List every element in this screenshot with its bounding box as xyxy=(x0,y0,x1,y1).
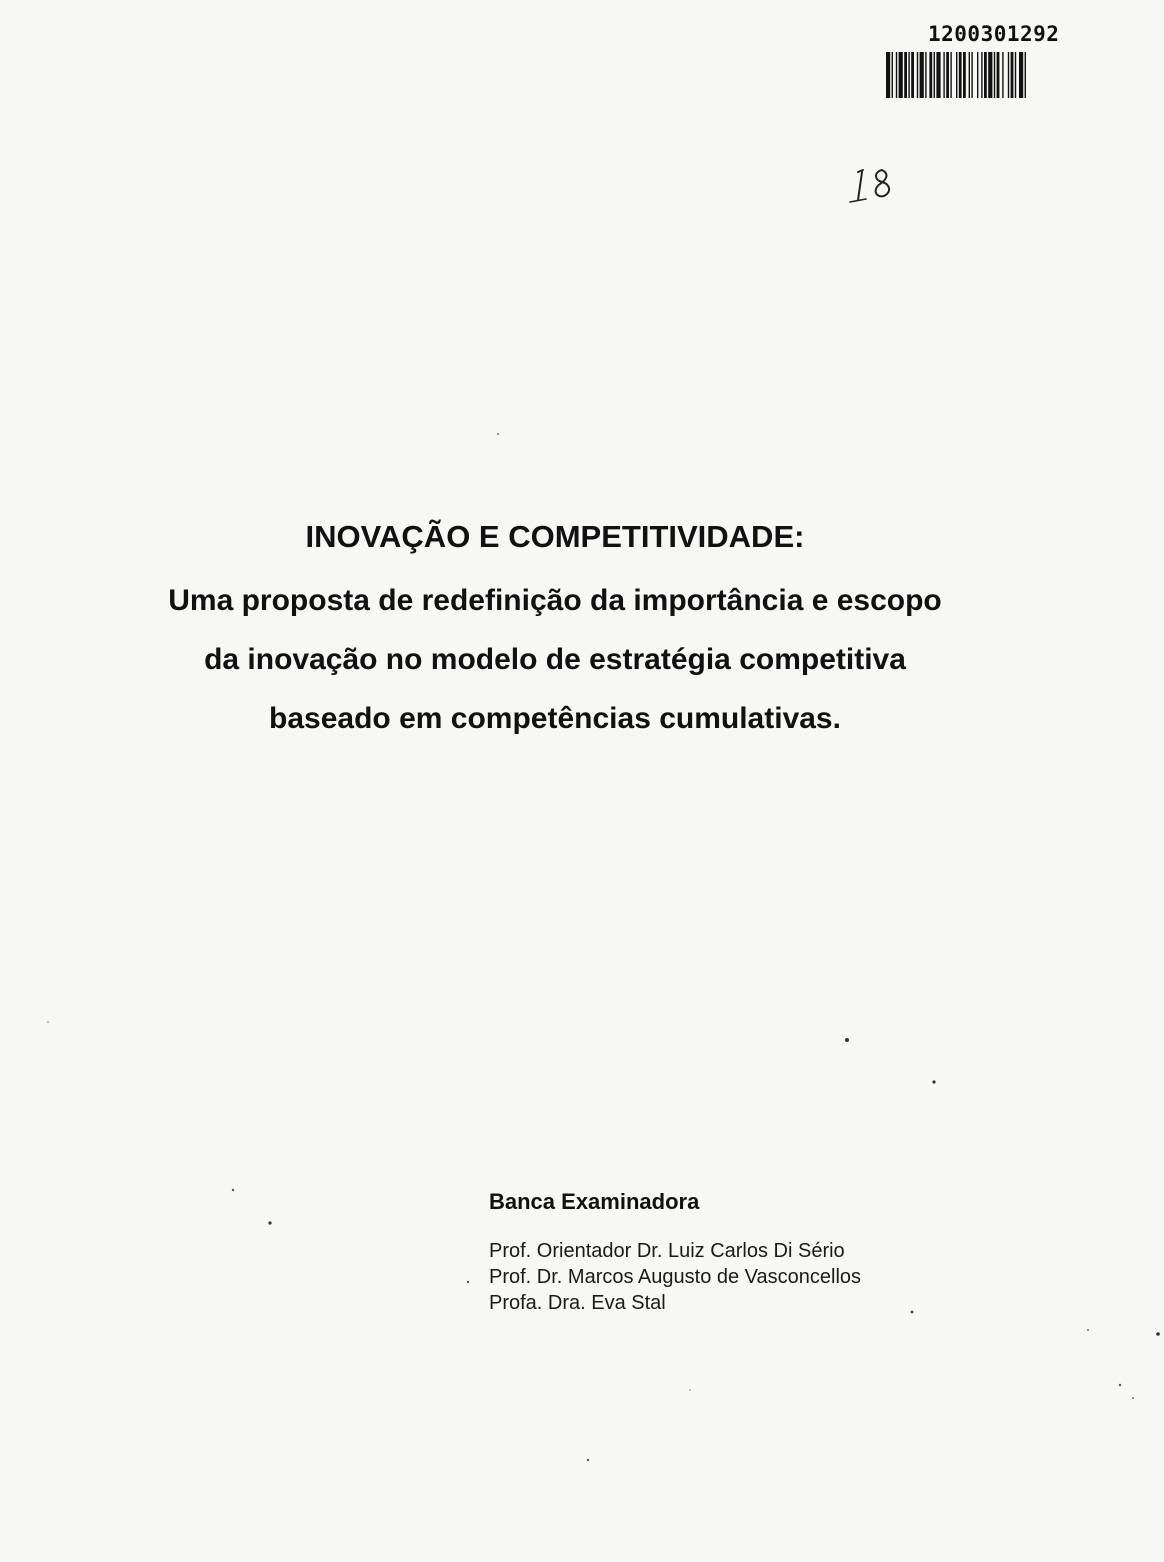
barcode-number: 1200301292 xyxy=(928,22,1060,46)
handwritten-page-number-icon xyxy=(848,166,904,210)
examining-committee xyxy=(489,1186,949,1316)
committee-heading: Banca Examinadora xyxy=(489,1189,700,1214)
committee-member: Prof. Dr. Marcos Augusto de Vasconcellos xyxy=(489,1266,862,1288)
committee-member: Profa. Dra. Eva Stal xyxy=(489,1292,666,1314)
committee-list xyxy=(489,1238,949,1316)
thesis-title-block xyxy=(130,512,980,748)
barcode-icon xyxy=(886,52,1102,100)
main-title: INOVAÇÃO E COMPETITIVIDADE: xyxy=(305,519,805,554)
subtitle: Uma proposta de redefinição da importância e escopo da inovação no modelo de estratégia competitiva baseado em competências cumulativas. xyxy=(168,584,942,735)
committee-member: Prof. Orientador Dr. Luiz Carlos Di Sério xyxy=(489,1240,845,1262)
barcode-label xyxy=(880,22,1106,82)
